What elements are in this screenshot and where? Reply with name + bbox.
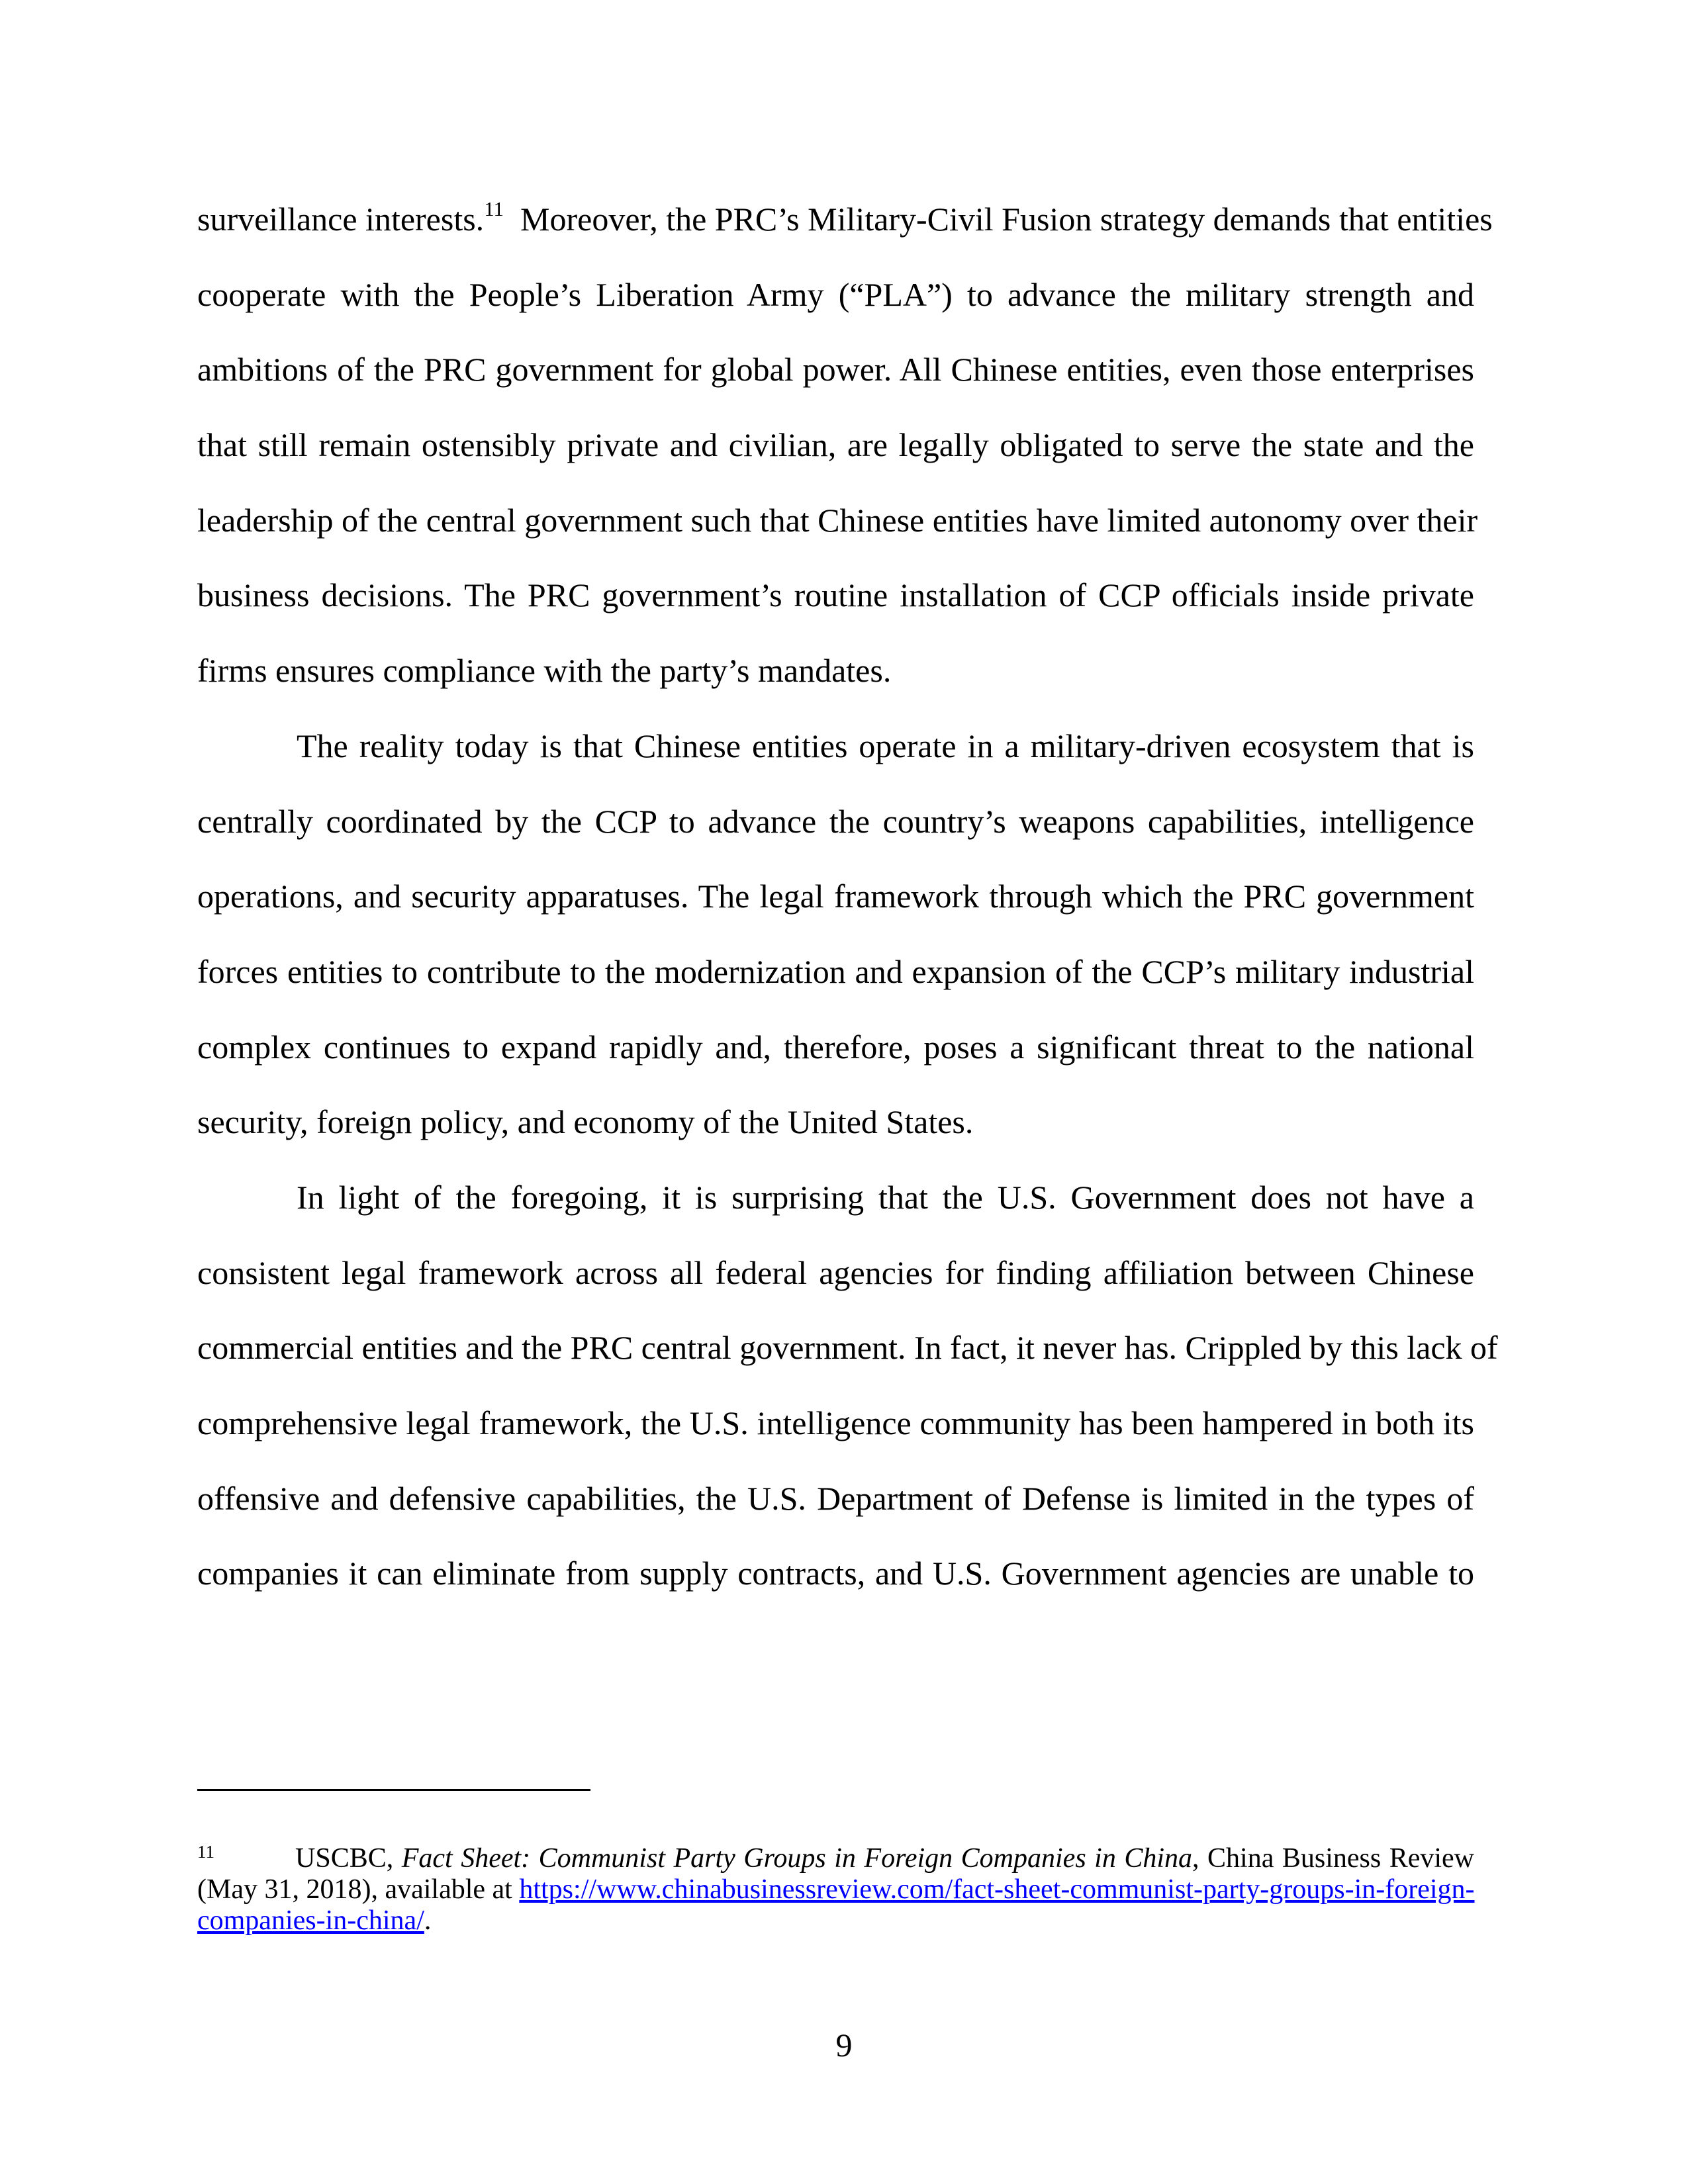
text-line: offensive and defensive capabilities, the U.S. Department of Defense is limited in the types of xyxy=(197,1479,1474,1517)
text-line: commercial entities and the PRC central government. In fact, it never has. Crippled by this lack of xyxy=(197,1329,1498,1367)
text-line: cooperate with the People’s Liberation Army (“PLA”) to advance the military strength and xyxy=(197,275,1474,313)
text-line: complex continues to expand rapidly and, therefore, poses a significant threat to the national xyxy=(197,1028,1474,1066)
text-line: that still remain ostensibly private and civilian, are legally obligated to serve the state and the xyxy=(197,426,1474,464)
body-text xyxy=(197,182,1498,1612)
footnote-title: Fact Sheet: Communist Party Groups in Foreign Companies in China xyxy=(401,1843,1193,1874)
footnote xyxy=(197,1843,1474,1936)
text-line: leadership of the central government such that Chinese entities have limited autonomy over their xyxy=(197,501,1478,539)
text-line: consistent legal framework across all federal agencies for finding affiliation between Chinese xyxy=(197,1253,1474,1291)
text-line: companies it can eliminate from supply contracts, and U.S. Government agencies are unable to xyxy=(197,1555,1474,1592)
footnote-reference[interactable]: 11 xyxy=(484,197,504,220)
footnote-line: 11 USCBC, Fact Sheet: Communist Party Groups in Foreign Companies in China, China Business Review xyxy=(197,1842,1475,1874)
text-line: forces entities to contribute to the modernization and expansion of the CCP’s military industrial xyxy=(197,952,1474,990)
text-line: security, foreign policy, and economy of the United States. xyxy=(197,1103,974,1141)
footnote-link[interactable]: https://www.chinabusinessreview.com/fact-sheet-communist-party-groups-in-foreign- xyxy=(519,1874,1475,1905)
text-line: firms ensures compliance with the party’s mandates. xyxy=(197,652,892,690)
text-line: The reality today is that Chinese entities operate in a military-driven ecosystem that is xyxy=(297,727,1474,764)
text-line: comprehensive legal framework, the U.S. intelligence community has been hampered in both its xyxy=(197,1404,1474,1441)
footnote-separator xyxy=(197,1789,590,1791)
footnote-line: (May 31, 2018), available at https://www.chinabusinessreview.com/fact-sheet-communist-party-groups-in-foreign- xyxy=(197,1874,1475,1905)
text-line: ambitions of the PRC government for global power. All Chinese entities, even those enterprises xyxy=(197,351,1474,388)
footnote-line: companies-in-china/. xyxy=(197,1905,432,1936)
text-line: business decisions. The PRC government’s routine installation of CCP officials inside private xyxy=(197,576,1474,614)
text-line: operations, and security apparatuses. The legal framework through which the PRC government xyxy=(197,878,1474,915)
text-line: surveillance interests.$^{11}$ Moreover, the PRC’s Military-Civil Fusion strategy demands that entities xyxy=(197,197,1493,238)
text-line: In light of the foregoing, it is surprising that the U.S. Government does not have a xyxy=(297,1178,1474,1216)
page-number: 9 xyxy=(835,2026,853,2064)
text-line: centrally coordinated by the CCP to advance the country’s weapons capabilities, intelligence xyxy=(197,802,1474,840)
footnote-link-continued[interactable]: companies-in-china/ xyxy=(197,1905,424,1936)
